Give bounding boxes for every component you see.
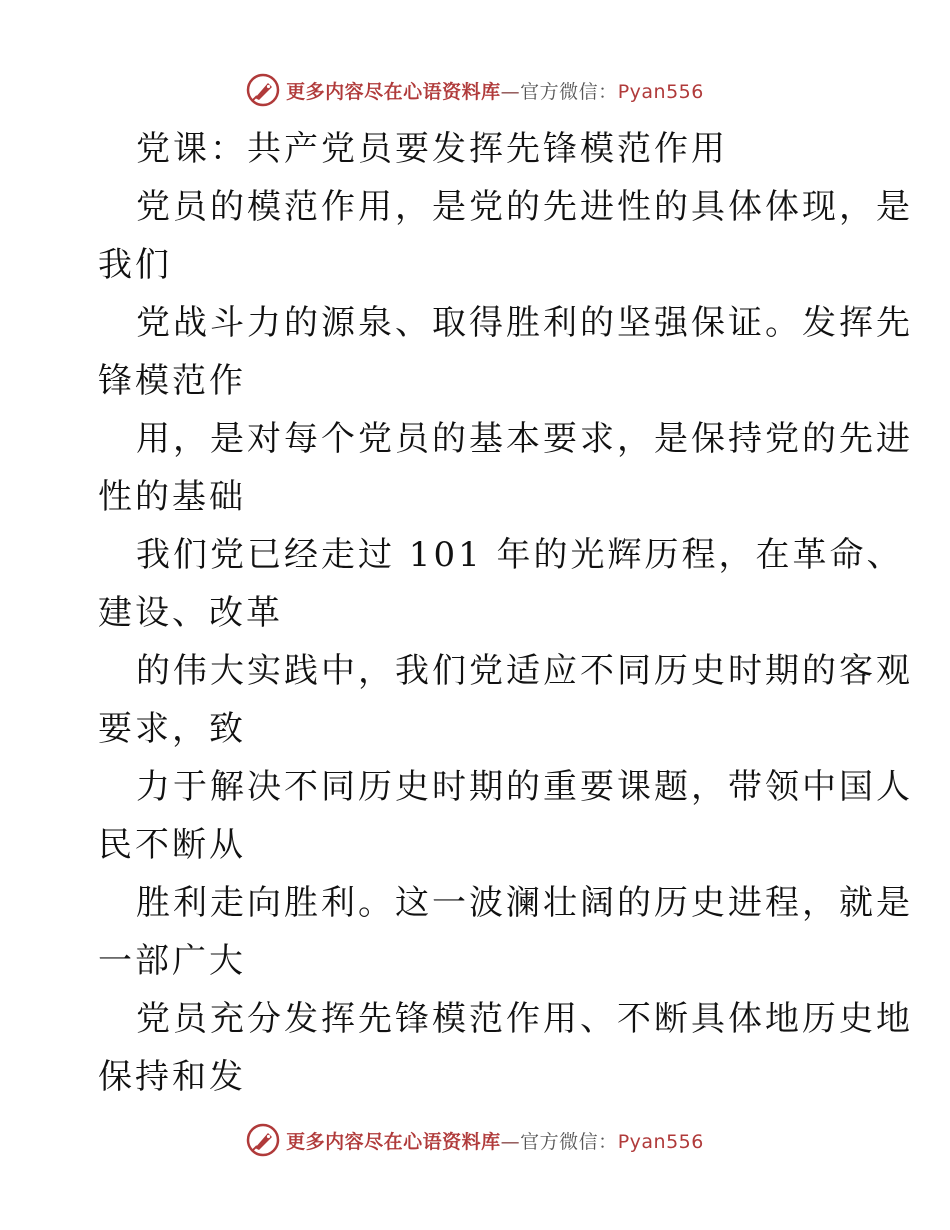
- document-body: [98, 120, 913, 1106]
- text-line: 党战斗力的源泉、取得胜利的坚强保证。发挥先: [136, 303, 913, 343]
- text-line: 的伟大实践中，我们党适应不同历史时期的客观: [136, 651, 913, 691]
- watermark-wechat-id: Pyan556: [617, 80, 704, 103]
- watermark-brand: 更多内容尽在心语资料库: [286, 1130, 501, 1153]
- text-line: 一部广大: [98, 941, 246, 981]
- text-line: 力于解决不同历史时期的重要课题，带领中国人: [136, 767, 913, 807]
- document-title: 党课：共产党员要发挥先锋模范作用: [136, 129, 728, 169]
- text-line: 我们: [98, 245, 172, 285]
- watermark-text: [286, 1127, 704, 1154]
- pen-nib-logo-icon: [246, 1123, 280, 1157]
- text-line: 党员的模范作用，是党的先进性的具体体现，是: [136, 187, 913, 227]
- watermark-wechat-label: 官方微信：: [520, 80, 618, 103]
- header-watermark: [0, 70, 950, 110]
- watermark-wechat-label: 官方微信：: [520, 1130, 618, 1153]
- watermark-separator: —: [500, 80, 521, 103]
- watermark-brand: 更多内容尽在心语资料库: [286, 80, 501, 103]
- text-line: 建设、改革: [98, 593, 283, 633]
- watermark-text: [286, 77, 704, 104]
- text-line: 党员充分发挥先锋模范作用、不断具体地历史地: [136, 999, 913, 1039]
- watermark-wechat-id: Pyan556: [617, 1130, 704, 1153]
- pen-nib-logo-icon: [246, 73, 280, 107]
- text-line: 我们党已经走过 101 年的光辉历程，在革命、: [136, 535, 904, 575]
- text-line: 要求，致: [98, 709, 246, 749]
- footer-watermark: [0, 1120, 950, 1160]
- watermark-separator: —: [500, 1130, 521, 1153]
- text-line: 保持和发: [98, 1057, 246, 1097]
- text-line: 用，是对每个党员的基本要求，是保持党的先进: [136, 419, 913, 459]
- text-line: 民不断从: [98, 825, 246, 865]
- text-line: 锋模范作: [98, 361, 246, 401]
- text-line: 性的基础: [98, 477, 246, 517]
- text-line: 胜利走向胜利。这一波澜壮阔的历史进程，就是: [136, 883, 913, 923]
